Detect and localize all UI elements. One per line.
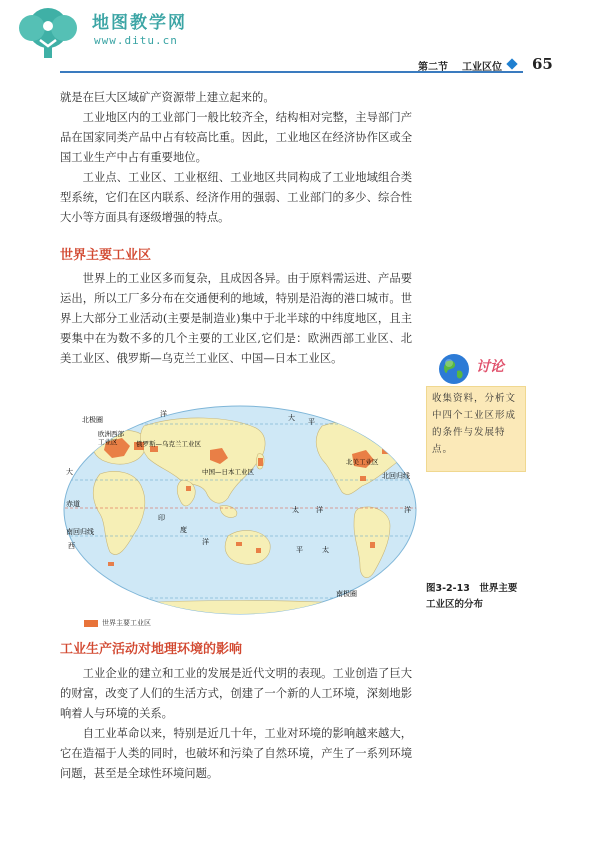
legend-label: 世界主要工业区 — [102, 619, 151, 627]
label-china-japan: 中国—日本工业区 — [202, 468, 254, 476]
ocean-char: 洋 — [160, 410, 167, 418]
label-north-america: 北美工业区 — [346, 458, 379, 466]
watermark-url: www.ditu.cn — [94, 34, 178, 47]
label-europe-west-2: 工业区 — [98, 438, 118, 446]
label-europe-west: 欧洲西部 — [98, 430, 124, 438]
paragraph-industry-civilization: 工业企业的建立和工业的发展是近代文明的表现。工业创造了巨大的财富，改变了人们的生活方式，创建了一个新的人工环境，深刻地影响着人与环境的关系。 — [60, 667, 412, 720]
discussion-title: 讨论 — [476, 359, 504, 375]
label-tropic-north: 北回归线 — [382, 472, 410, 480]
world-industrial-map — [60, 402, 420, 626]
ocean-char: 洋 — [202, 538, 209, 546]
ocean-char: 洋 — [404, 506, 411, 514]
label-antarctic: 南极圈 — [336, 590, 357, 598]
diamond-icon — [506, 58, 517, 69]
ocean-char: 大 — [66, 468, 73, 476]
figure-caption — [426, 581, 546, 613]
section-heading-environment: 工业生产活动对地理环境的影响 — [60, 642, 243, 657]
label-equator: 赤道 — [66, 500, 80, 508]
paragraph-industrial-area: 工业地区内的工业部门一般比较齐全，结构相对完整，主导部门产品在国家同类产品中占有较高比重。因此，工业地区在经济协作区或全国工业生产中占有重要地位。 — [60, 111, 412, 164]
figure-caption-line1: 图3-2-13 世界主要 — [426, 583, 518, 594]
ocean-char: 印 — [158, 514, 165, 522]
section-heading-world-industrial-zones: 世界主要工业区 — [60, 248, 152, 263]
header-title: 工业区位 — [462, 62, 502, 73]
legend-swatch — [84, 620, 98, 627]
ocean-char: 大 — [288, 414, 295, 422]
label-arctic: 北极圈 — [82, 416, 103, 424]
paragraph-continued: 就是在巨大区域矿产资源带上建立起来的。 — [60, 91, 275, 104]
globe-icon — [438, 353, 470, 385]
paragraph-industrial-system: 工业点、工业区、工业枢纽、工业地区共同构成了工业地域组合类型系统，它们在区内联系、经济作用的强弱、工业部门的多少、综合性大小等方面具有逐级增强的特点。 — [60, 171, 412, 224]
watermark-name: 地图教学网 — [92, 13, 187, 33]
ocean-char: 度 — [180, 526, 187, 534]
label-russia-ukraine: 俄罗斯—乌克兰工业区 — [136, 440, 201, 448]
label-tropic-south: 南回归线 — [66, 528, 94, 536]
header-rule — [60, 71, 523, 73]
header-section: 第二节 — [418, 62, 448, 73]
page-number: 65 — [532, 55, 553, 73]
paragraph-world-industrial-zones: 世界上的工业区多而复杂，且成因各异。由于原料需运进、产品要运出，所以工厂多分布在交通便利的地域，特别是沿海的港口城市。世界上大部分工业活动(主要是制造业)集中于北半球的中纬度地区，且主要集中在为数不多的几个主要的工业区,它们是：欧洲西部工业区、北美工业区、俄罗斯—乌克兰工业区、中国—日本工业区。 — [60, 272, 412, 365]
ocean-char: 平 — [308, 418, 315, 426]
figure-caption-line2: 工业区的分布 — [426, 599, 484, 610]
discussion-text: 收集资料，分析文中四个工业区形成的条件与发展特点。 — [432, 393, 517, 455]
ocean-char: 太 — [322, 546, 329, 554]
paragraph-industry-environment: 自工业革命以来，特别是近几十年，工业对环境的影响越来越大，它在造福于人类的同时，也破坏和污染了自然环境，产生了一系列环境问题，甚至是全球性环境问题。 — [60, 727, 412, 780]
ocean-char: 西 — [68, 542, 75, 550]
ocean-char: 平 — [296, 546, 303, 554]
ocean-char: 太 — [292, 506, 299, 514]
ocean-char: 洋 — [316, 506, 323, 514]
